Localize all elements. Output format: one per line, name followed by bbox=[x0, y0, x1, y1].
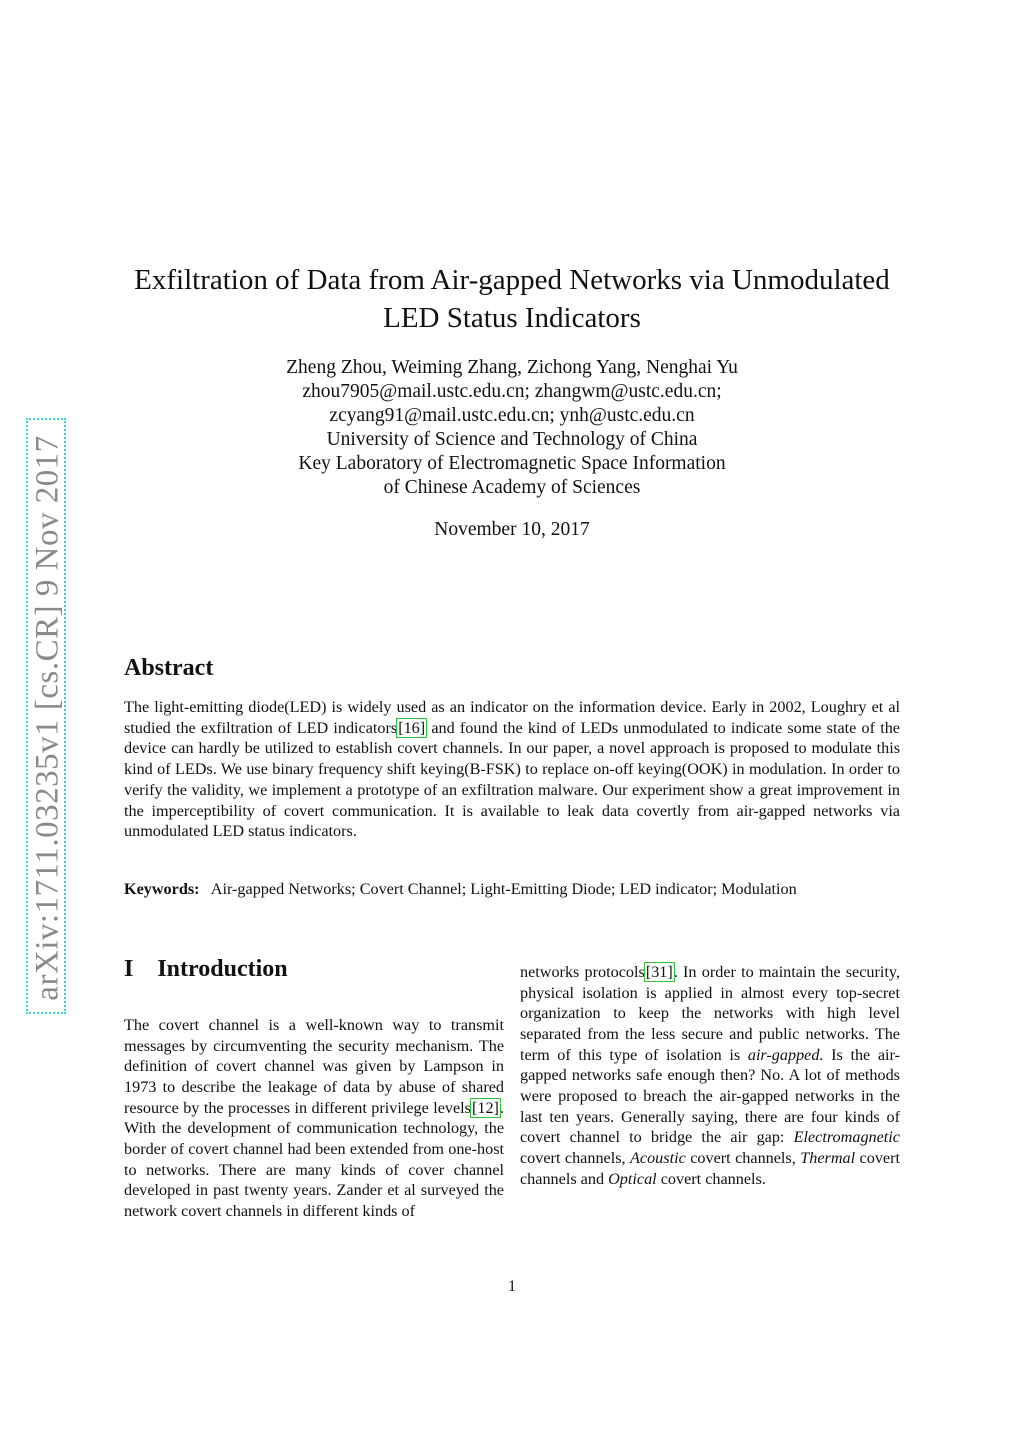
intro-right-text-4: covert channels, bbox=[520, 1148, 631, 1167]
affiliation-3: of Chinese Academy of Sciences bbox=[383, 477, 641, 498]
citation-link[interactable]: [16] bbox=[398, 718, 426, 737]
intro-right-text-1: networks protocols bbox=[520, 963, 645, 981]
term-acoustic: Acoustic bbox=[630, 1148, 686, 1167]
intro-right-column bbox=[520, 962, 900, 1189]
intro-left-text-2: . With the development of communication technology, the border of covert channel had been extended from one-host to networks. There are many kinds of cover channel developed in past twenty years. Zander et al surveyed the network covert channels in different kinds of bbox=[124, 1098, 504, 1220]
paper-date: November 10, 2017 bbox=[434, 519, 590, 540]
author-emails-2: zcyang91@mail.ustc.edu.cn; ynh@ustc.edu.cn bbox=[329, 405, 695, 426]
arxiv-stamp bbox=[26, 418, 66, 1014]
author-block bbox=[110, 356, 914, 500]
arxiv-stamp-text: arXiv:1711.03235v1 [cs.CR] 9 Nov 2017 bbox=[29, 435, 66, 1001]
term-thermal: Thermal bbox=[800, 1148, 856, 1167]
abstract-text-2: and found the kind of LEDs unmodulated to indicate some state of the device can hardly be utilized to establish covert channels. In our paper, a novel approach is proposed to modulate this kind of LEDs. We use binary frequency shift keying(B-FSK) to replace on-off keying(OOK) in modulation. In order to verify the validity, we implement a prototype of an exfiltration malware. Our experiment show a great improvement in the imperceptibility of covert communication. It is available to leak data covertly from air-gapped networks via unmodulated LED status indicators. bbox=[124, 718, 900, 841]
keywords bbox=[124, 879, 900, 900]
section-title: Introduction bbox=[157, 956, 288, 982]
affiliation-1: University of Science and Technology of China bbox=[326, 429, 698, 450]
citation-link[interactable]: [31] bbox=[645, 963, 673, 981]
intro-right-text-6: covert channels and bbox=[520, 1148, 900, 1188]
term-optical: Optical bbox=[608, 1169, 657, 1188]
intro-right-text-7: covert channels. bbox=[656, 1169, 766, 1188]
intro-right-text-3: Is the air-gapped networks safe enough then? No. A lot of methods were proposed to breach the air-gapped networks in the last ten years. Generally saying, there are four kinds of covert channel to bridge the air gap: bbox=[520, 1045, 901, 1147]
paper-title bbox=[110, 261, 914, 337]
term-air-gapped: air-gapped. bbox=[747, 1045, 824, 1064]
abstract-body bbox=[124, 697, 900, 842]
citation-link[interactable]: [12] bbox=[471, 1098, 499, 1117]
keywords-text: Air-gapped Networks; Covert Channel; Light-Emitting Diode; LED indicator; Modulation bbox=[210, 880, 797, 898]
keywords-label: Keywords: bbox=[124, 880, 200, 898]
section-heading-introduction bbox=[124, 954, 288, 984]
page-number: 1 bbox=[508, 1278, 516, 1295]
title-line-2: LED Status Indicators bbox=[383, 302, 641, 334]
intro-right-text-2: . In order to maintain the security, physical isolation is applied in almost every top-secret organization to keep the networks with high level separated from the less secure and public networks. The term of this type of isolation is bbox=[520, 963, 900, 1064]
author-emails-1: zhou7905@mail.ustc.edu.cn; zhangwm@ustc.edu.cn; bbox=[302, 381, 722, 402]
intro-left-text-1: The covert channel is a well-known way to transmit messages by circumventing the security mechanism. The definition of covert channel was given by Lampson in 1973 to describe the leakage of data by abuse of shared resource by the processes in different privilege levels bbox=[124, 1016, 504, 1117]
term-electromagnetic: Electromagnetic bbox=[793, 1128, 900, 1147]
author-names: Zheng Zhou, Weiming Zhang, Zichong Yang, Nenghai Yu bbox=[286, 357, 738, 378]
abstract-text-1: The light-emitting diode(LED) is widely used as an indicator on the information device. Early in 2002, Loughry et al studied the exfiltration of LED indicators bbox=[124, 698, 900, 737]
intro-right-text-5: covert channels, bbox=[685, 1148, 801, 1167]
abstract-heading: Abstract bbox=[124, 655, 214, 681]
title-line-1: Exfiltration of Data from Air-gapped Networks via Unmodulated bbox=[134, 264, 890, 296]
section-number: I bbox=[124, 956, 134, 982]
intro-left-column bbox=[124, 1015, 504, 1222]
affiliation-2: Key Laboratory of Electromagnetic Space Information bbox=[298, 453, 726, 474]
